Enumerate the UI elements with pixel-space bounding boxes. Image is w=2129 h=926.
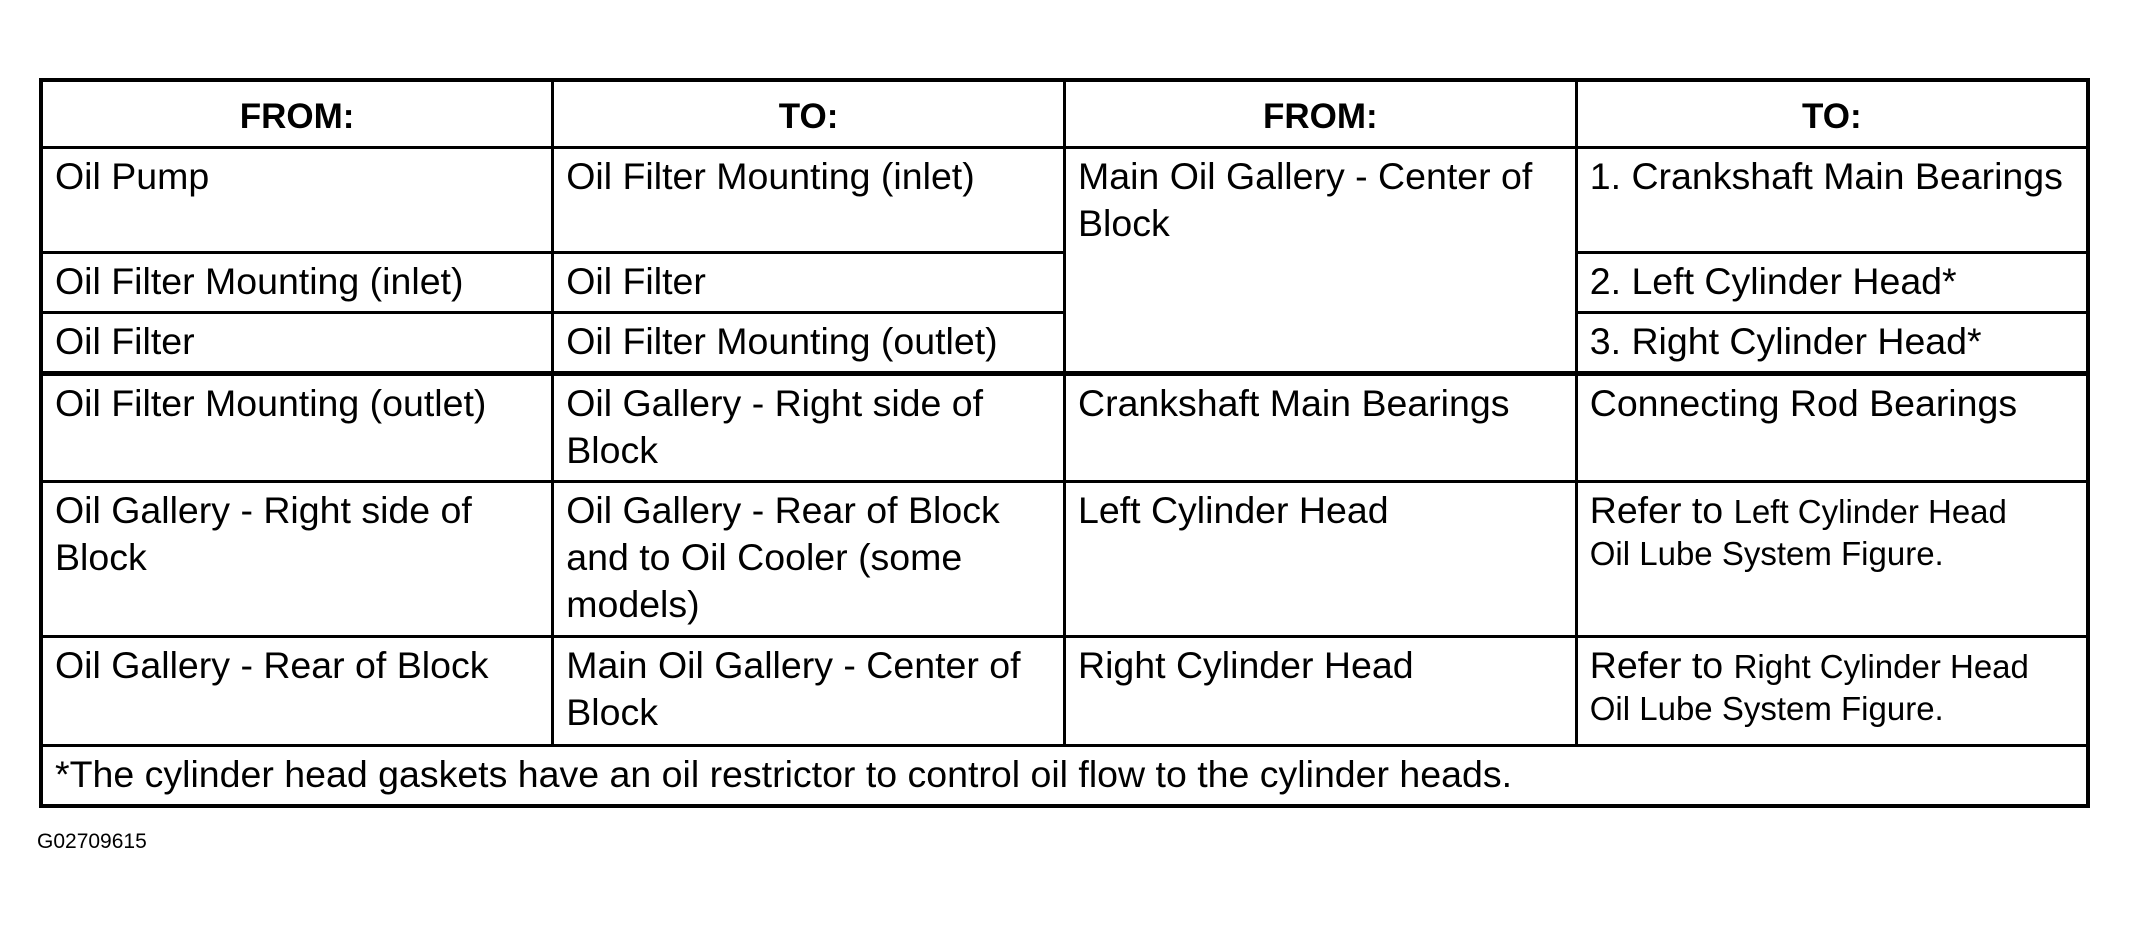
from-cell: Crankshaft Main Bearings [1065, 374, 1577, 482]
from-cell: Oil Filter Mounting (outlet) [41, 374, 553, 482]
figure-id: G02709615 [37, 830, 147, 853]
from-cell: Oil Filter Mounting (inlet) [41, 253, 553, 313]
table-row [41, 482, 2088, 637]
to-cell: 2. Left Cylinder Head* [1576, 253, 2088, 313]
table-row [41, 374, 2088, 482]
to-cell: Connecting Rod Bearings [1576, 374, 2088, 482]
from-cell: Oil Gallery - Right side of Block [41, 482, 553, 637]
to-cell: Oil Filter [553, 253, 1065, 313]
from-cell: Right Cylinder Head [1065, 637, 1577, 746]
footnote-row [41, 746, 2088, 807]
from-cell: Oil Filter [41, 313, 553, 374]
table-row [41, 637, 2088, 746]
from-cell-main-gallery: Main Oil Gallery - Center of Block [1065, 148, 1577, 374]
from-cell: Oil Gallery - Rear of Block [41, 637, 553, 746]
to-cell: Oil Filter Mounting (outlet) [553, 313, 1065, 374]
header-row [41, 80, 2088, 148]
from-cell: Oil Pump [41, 148, 553, 253]
header-from-left: FROM: [41, 80, 553, 148]
to-cell: Main Oil Gallery - Center of Block [553, 637, 1065, 746]
refer-suffix: Oil Lube System Figure. [1589, 690, 1944, 727]
refer-target: Right Cylinder Head [1733, 648, 2029, 685]
refer-to-prefix: Refer to [1589, 644, 1724, 686]
header-to-right: TO: [1576, 80, 2088, 148]
table-row [41, 148, 2088, 253]
refer-to-prefix: Refer to [1589, 489, 1724, 531]
to-cell-refer-right [1576, 637, 2088, 746]
header-to-left: TO: [553, 80, 1065, 148]
refer-target: Left Cylinder Head [1733, 493, 2007, 530]
to-cell-refer-left [1576, 482, 2088, 637]
from-cell: Left Cylinder Head [1065, 482, 1577, 637]
header-from-right: FROM: [1065, 80, 1577, 148]
to-cell: 1. Crankshaft Main Bearings [1576, 148, 2088, 253]
to-cell: Oil Gallery - Rear of Block and to Oil Cooler (some models) [553, 482, 1065, 637]
to-cell: 3. Right Cylinder Head* [1576, 313, 2088, 374]
refer-suffix: Oil Lube System Figure. [1589, 535, 1944, 572]
to-cell: Oil Gallery - Right side of Block [553, 374, 1065, 482]
to-cell: Oil Filter Mounting (inlet) [553, 148, 1065, 253]
oil-flow-table [39, 78, 2090, 808]
footnote: *The cylinder head gaskets have an oil restrictor to control oil flow to the cylinder heads. [41, 746, 2088, 807]
